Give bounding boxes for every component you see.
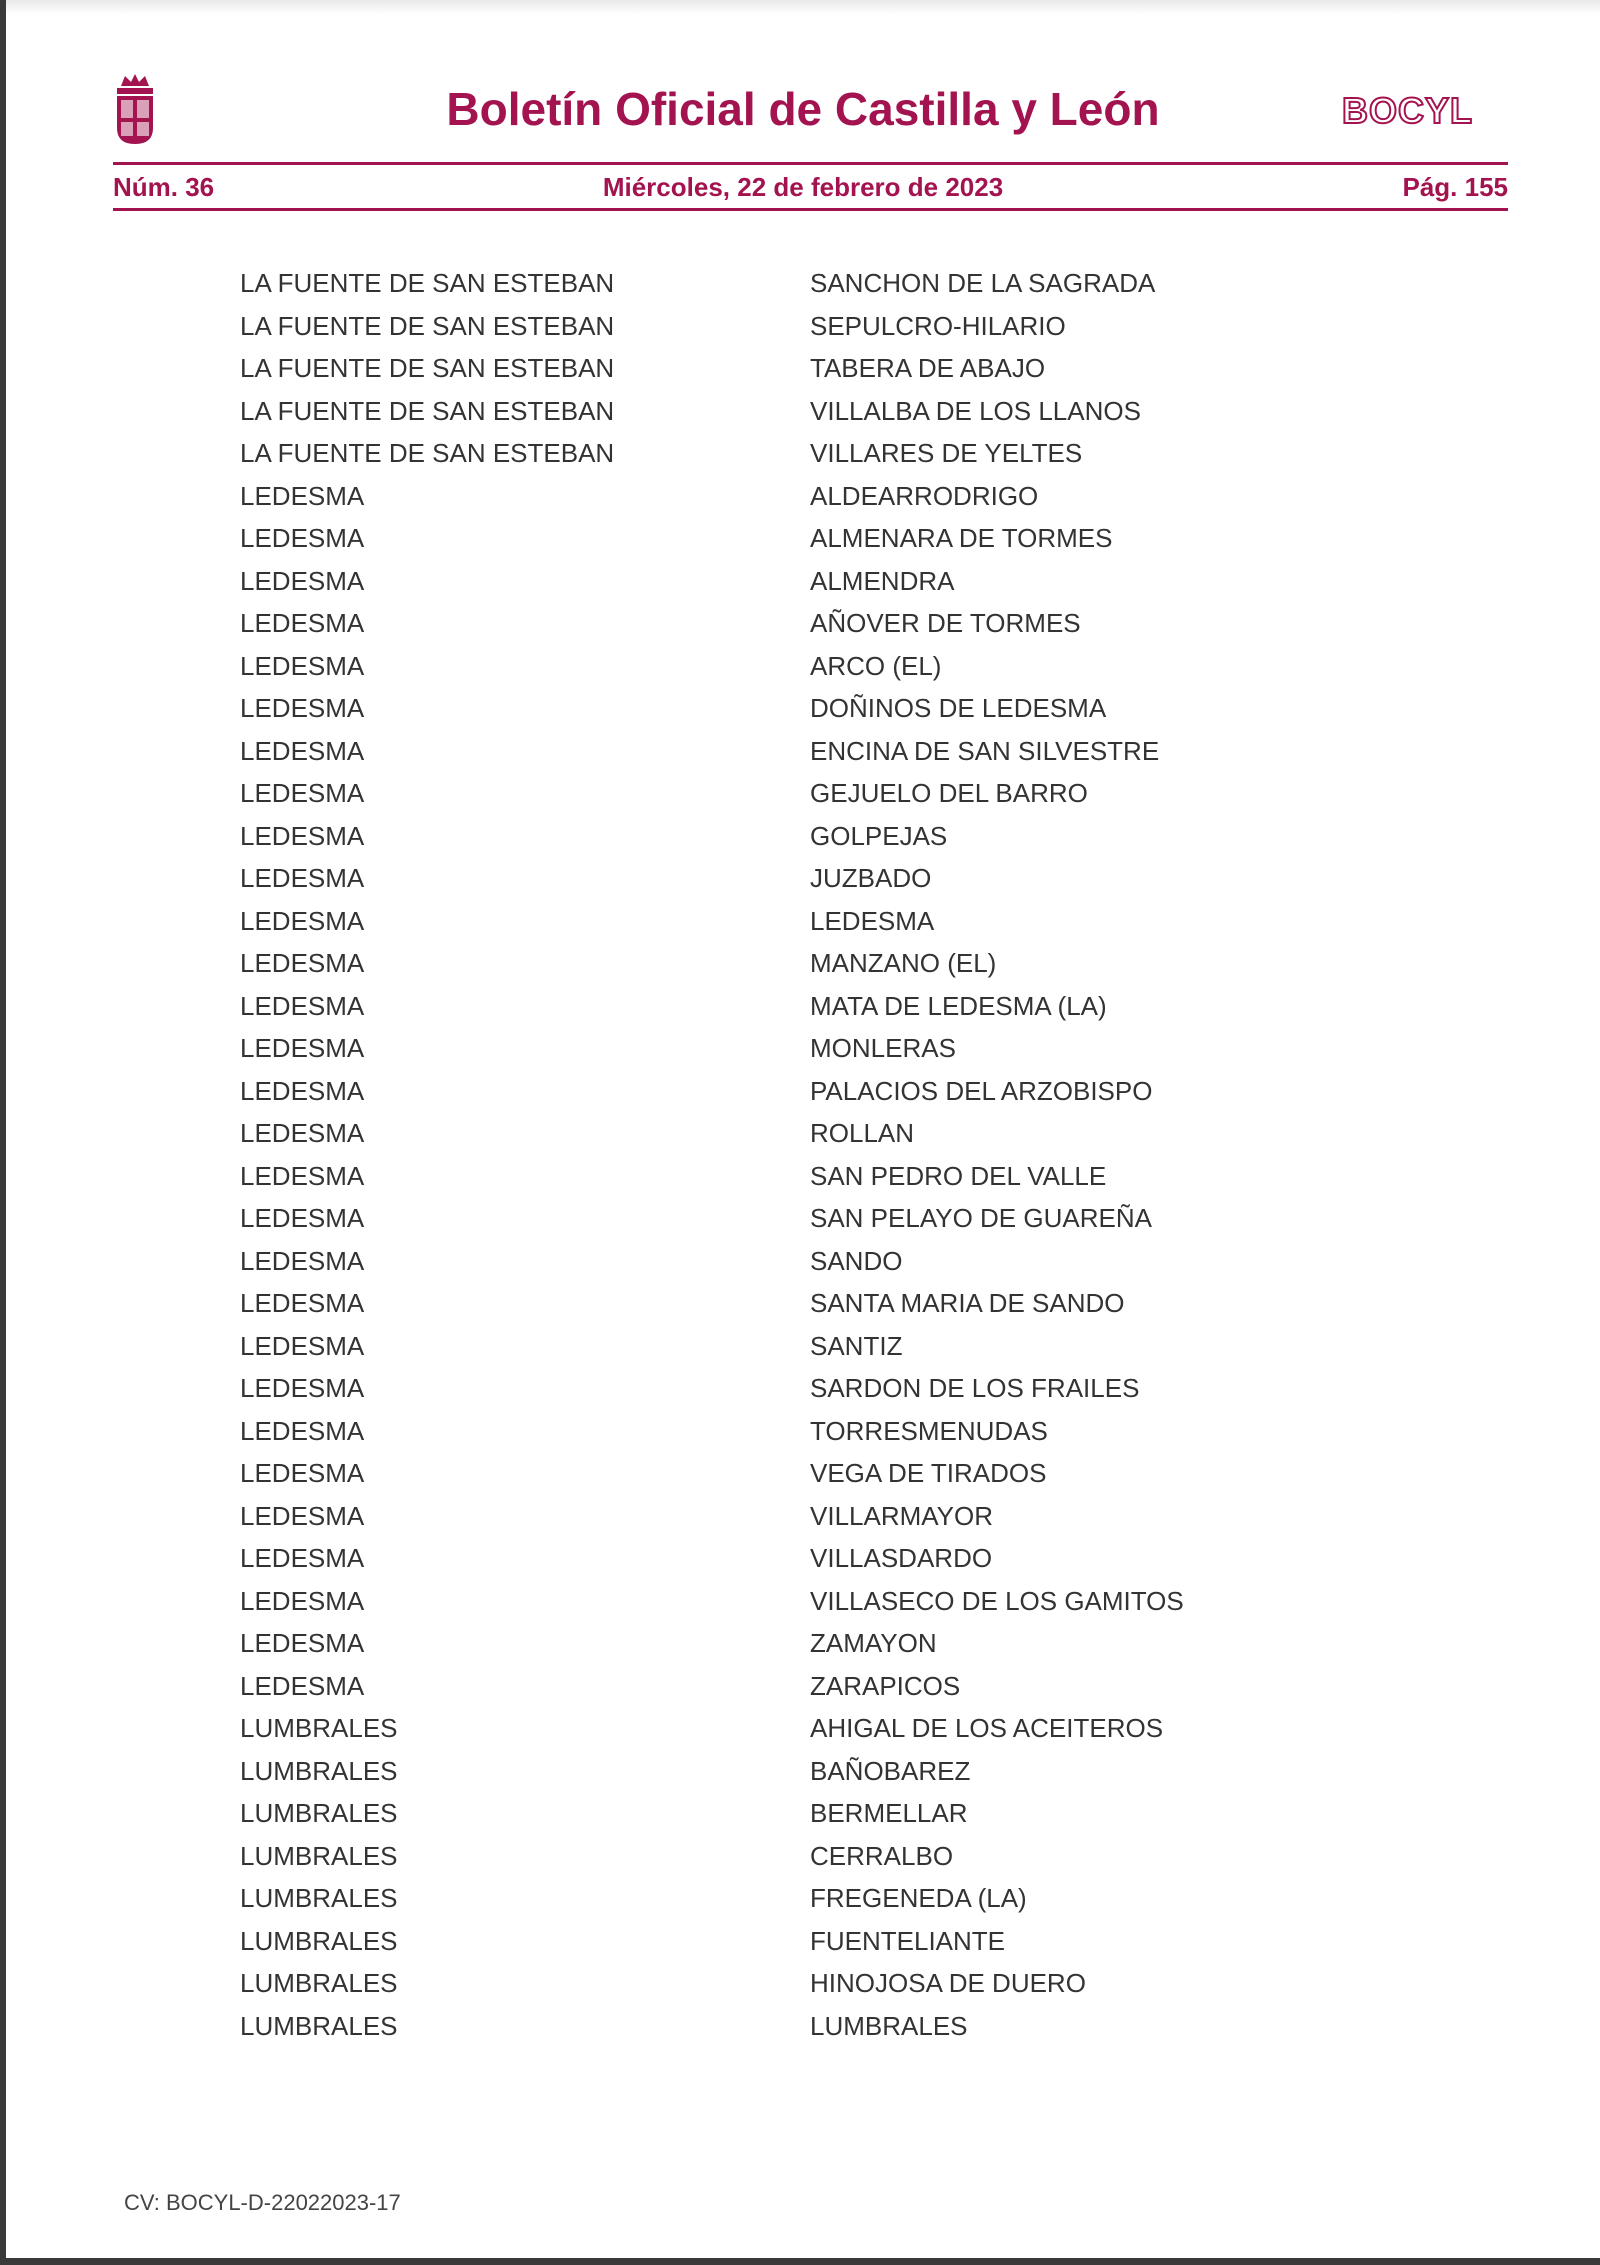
header-rule-top xyxy=(113,162,1508,165)
list-row xyxy=(6,821,1600,864)
municipality-name: ZAMAYON xyxy=(810,1628,937,1658)
zone-name: LEDESMA xyxy=(240,1203,365,1233)
zone-name: LEDESMA xyxy=(240,1288,365,1318)
municipality-name: CERRALBO xyxy=(810,1840,954,1871)
zone-name: LEDESMA xyxy=(240,1670,365,1701)
municipality-name: SANDO xyxy=(810,1245,903,1276)
page-number: Pág. 155 xyxy=(1402,172,1508,202)
list-row xyxy=(6,1161,1600,1204)
issue-number: Núm. 36 xyxy=(113,172,215,202)
list-row xyxy=(6,906,1600,949)
list-row xyxy=(6,1288,1600,1331)
list-row xyxy=(6,1968,1600,2011)
list-row xyxy=(6,1586,1600,1629)
list-row xyxy=(6,1458,1600,1501)
list-row xyxy=(6,566,1600,609)
document-page xyxy=(6,0,1600,2258)
header-rule-bottom xyxy=(113,208,1508,211)
list-row xyxy=(6,608,1600,651)
zone-name: LUMBRALES xyxy=(240,2010,398,2041)
list-row xyxy=(6,693,1600,736)
list-row xyxy=(6,2011,1600,2054)
list-row xyxy=(6,353,1600,396)
municipality-name: AHIGAL DE LOS ACEITEROS xyxy=(810,1713,1164,1743)
municipality-name: ARCO (EL) xyxy=(810,650,942,681)
list-row xyxy=(6,1628,1600,1671)
list-row xyxy=(6,311,1600,354)
zone-name: LEDESMA xyxy=(240,608,365,638)
municipality-name: FREGENEDA (LA) xyxy=(810,1883,1027,1913)
list-row xyxy=(6,863,1600,906)
cv-code: CV: BOCYL-D-22022023-17 xyxy=(124,2190,401,2215)
municipality-name: PALACIOS DEL ARZOBISPO xyxy=(810,1075,1153,1106)
municipality-name: FUENTELIANTE xyxy=(810,1925,1006,1956)
municipality-name: MATA DE LEDESMA (LA) xyxy=(810,990,1107,1021)
list-row xyxy=(6,1756,1600,1799)
zone-name: LEDESMA xyxy=(240,1628,365,1658)
list-row xyxy=(6,1926,1600,1969)
list-row xyxy=(6,1118,1600,1161)
top-shadow xyxy=(6,0,1600,14)
bulletin-title: Boletín Oficial de Castilla y León xyxy=(446,83,1160,135)
municipality-name: GEJUELO DEL BARRO xyxy=(810,778,1088,808)
zone-name: LA FUENTE DE SAN ESTEBAN xyxy=(240,438,615,468)
zone-name: LUMBRALES xyxy=(240,1968,398,1998)
municipality-name: LUMBRALES xyxy=(810,2010,968,2041)
zone-name: LEDESMA xyxy=(240,820,365,851)
municipality-name: ENCINA DE SAN SILVESTRE xyxy=(810,735,1160,766)
municipality-name: LEDESMA xyxy=(810,905,935,936)
municipality-name: GOLPEJAS xyxy=(810,820,948,851)
bocyl-logo: BOCYL xyxy=(1342,90,1473,131)
list-row xyxy=(6,523,1600,566)
zone-name: LEDESMA xyxy=(240,863,365,893)
zone-name: LEDESMA xyxy=(240,948,365,978)
list-row xyxy=(6,1416,1600,1459)
zone-name: LA FUENTE DE SAN ESTEBAN xyxy=(240,268,615,298)
list-row xyxy=(6,1713,1600,1756)
municipality-name: DOÑINOS DE LEDESMA xyxy=(810,693,1107,723)
municipality-list xyxy=(6,268,1600,2053)
zone-name: LEDESMA xyxy=(240,778,365,808)
municipality-name: HINOJOSA DE DUERO xyxy=(810,1968,1086,1998)
municipality-name: MANZANO (EL) xyxy=(810,948,997,978)
municipality-name: SANCHON DE LA SAGRADA xyxy=(810,268,1156,298)
zone-name: LUMBRALES xyxy=(240,1883,398,1913)
zone-name: LEDESMA xyxy=(240,1373,365,1403)
zone-name: LEDESMA xyxy=(240,1033,365,1063)
municipality-name: ROLLAN xyxy=(810,1118,915,1148)
municipality-name: JUZBADO xyxy=(810,863,932,893)
zone-name: LEDESMA xyxy=(240,1330,365,1361)
municipality-name: VEGA DE TIRADOS xyxy=(810,1458,1047,1488)
list-row xyxy=(6,1883,1600,1926)
list-row xyxy=(6,1671,1600,1714)
municipality-name: TORRESMENUDAS xyxy=(810,1415,1048,1446)
list-row xyxy=(6,778,1600,821)
zone-name: LUMBRALES xyxy=(240,1925,398,1956)
zone-name: LEDESMA xyxy=(240,523,365,553)
zone-name: LEDESMA xyxy=(240,1585,365,1616)
list-row xyxy=(6,1246,1600,1289)
municipality-name: ALMENDRA xyxy=(810,565,955,596)
list-row xyxy=(6,1033,1600,1076)
municipality-name: SANTIZ xyxy=(810,1330,903,1361)
zone-name: LEDESMA xyxy=(240,565,365,596)
zone-name: LUMBRALES xyxy=(240,1840,398,1871)
list-row xyxy=(6,1798,1600,1841)
zone-name: LA FUENTE DE SAN ESTEBAN xyxy=(240,395,615,426)
zone-name: LUMBRALES xyxy=(240,1713,398,1743)
list-row xyxy=(6,1841,1600,1884)
municipality-name: AÑOVER DE TORMES xyxy=(810,608,1081,638)
zone-name: LEDESMA xyxy=(240,1415,365,1446)
zone-name: LEDESMA xyxy=(240,650,365,681)
municipality-name: VILLALBA DE LOS LLANOS xyxy=(810,395,1141,426)
zone-name: LEDESMA xyxy=(240,1118,365,1148)
zone-name: LUMBRALES xyxy=(240,1798,398,1828)
zone-name: LEDESMA xyxy=(240,1500,365,1531)
municipality-name: VILLARMAYOR xyxy=(810,1500,994,1531)
zone-name: LA FUENTE DE SAN ESTEBAN xyxy=(240,353,615,383)
list-row xyxy=(6,1501,1600,1544)
zone-name: LEDESMA xyxy=(240,1543,365,1573)
zone-name: LEDESMA xyxy=(240,693,365,723)
list-row xyxy=(6,1203,1600,1246)
zone-name: LUMBRALES xyxy=(240,1755,398,1786)
zone-name: LA FUENTE DE SAN ESTEBAN xyxy=(240,310,615,341)
zone-name: LEDESMA xyxy=(240,990,365,1021)
municipality-name: SANTA MARIA DE SANDO xyxy=(810,1288,1125,1318)
list-row xyxy=(6,396,1600,439)
zone-name: LEDESMA xyxy=(240,1245,365,1276)
list-row xyxy=(6,1331,1600,1374)
municipality-name: TABERA DE ABAJO xyxy=(810,353,1046,383)
list-row xyxy=(6,651,1600,694)
list-row xyxy=(6,1076,1600,1119)
municipality-name: SARDON DE LOS FRAILES xyxy=(810,1373,1140,1403)
municipality-name: ZARAPICOS xyxy=(810,1670,961,1701)
list-row xyxy=(6,438,1600,481)
list-row xyxy=(6,1373,1600,1416)
zone-name: LEDESMA xyxy=(240,1458,365,1488)
list-row xyxy=(6,991,1600,1034)
municipality-name: SAN PELAYO DE GUAREÑA xyxy=(810,1203,1152,1233)
municipality-name: BERMELLAR xyxy=(810,1798,968,1828)
list-row xyxy=(6,481,1600,524)
zone-name: LEDESMA xyxy=(240,905,365,936)
municipality-name: MONLERAS xyxy=(810,1033,956,1063)
municipality-name: ALDEARRODRIGO xyxy=(810,480,1039,511)
municipality-name: ALMENARA DE TORMES xyxy=(810,523,1113,553)
zone-name: LEDESMA xyxy=(240,1160,365,1191)
list-row xyxy=(6,736,1600,779)
municipality-name: VILLARES DE YELTES xyxy=(810,438,1083,468)
municipality-name: VILLASECO DE LOS GAMITOS xyxy=(810,1585,1184,1616)
zone-name: LEDESMA xyxy=(240,735,365,766)
municipality-name: SAN PEDRO DEL VALLE xyxy=(810,1160,1107,1191)
municipality-name: BAÑOBAREZ xyxy=(810,1755,971,1786)
zone-name: LEDESMA xyxy=(240,480,365,511)
list-row xyxy=(6,948,1600,991)
issue-date: Miércoles, 22 de febrero de 2023 xyxy=(602,172,1004,202)
municipality-name: VILLASDARDO xyxy=(810,1543,993,1573)
list-row xyxy=(6,1543,1600,1586)
zone-name: LEDESMA xyxy=(240,1075,365,1106)
list-row xyxy=(6,268,1600,311)
municipality-name: SEPULCRO-HILARIO xyxy=(810,310,1066,341)
